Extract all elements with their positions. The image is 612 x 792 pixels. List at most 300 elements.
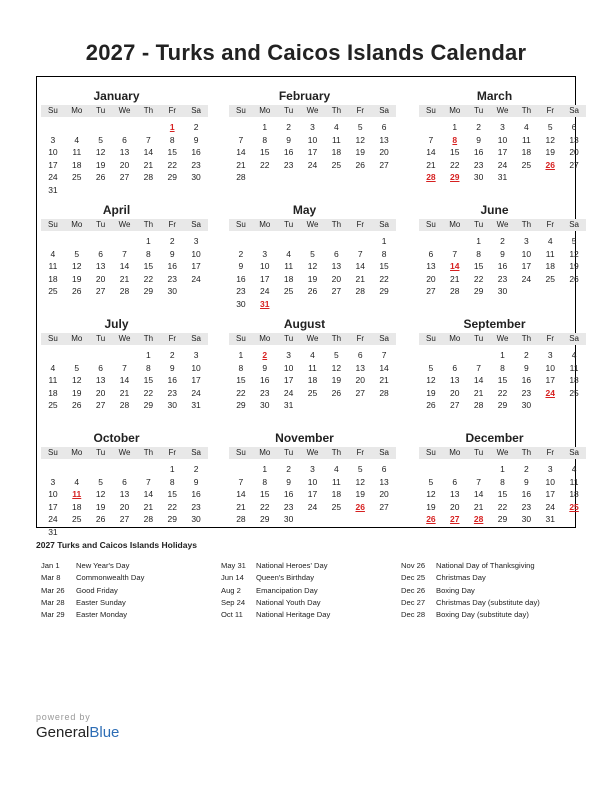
- holiday-row: [216, 609, 396, 621]
- day-cell: 7: [381, 350, 387, 360]
- month-december: [419, 425, 586, 538]
- day-cell: 27: [95, 286, 106, 296]
- day-cell: 4: [286, 248, 291, 259]
- day-cell: 5: [98, 134, 103, 145]
- day-cell: 20: [450, 387, 460, 398]
- day-cell: 19: [569, 261, 579, 271]
- day-cell: 30: [283, 514, 294, 524]
- day-cell: 23: [497, 273, 508, 284]
- month-may: [229, 197, 396, 310]
- weekday-label: Sa: [191, 106, 201, 115]
- day-cell: 16: [191, 147, 201, 157]
- day-cell: 28: [119, 400, 130, 410]
- day-cell: 23: [473, 159, 484, 170]
- holiday-name: Good Friday: [76, 585, 118, 595]
- day-cell: 21: [143, 501, 154, 512]
- day-cell: 14: [355, 261, 365, 271]
- weekday-label: Su: [48, 220, 58, 229]
- day-cell: 12: [426, 375, 436, 385]
- day-cell: 8: [381, 248, 387, 259]
- weekday-label: Mo: [449, 448, 461, 457]
- day-cell: 1: [452, 122, 458, 132]
- holiday-date: Nov 26: [401, 561, 426, 570]
- weekday-label: Su: [236, 106, 246, 115]
- day-cell: 23: [521, 387, 532, 398]
- month-name: December: [465, 431, 524, 445]
- weekday-label: We: [306, 220, 319, 229]
- day-cell: 2: [523, 350, 529, 360]
- day-cell: 10: [191, 362, 201, 373]
- day-cell: 17: [307, 147, 318, 157]
- day-cell: 16: [167, 261, 177, 271]
- day-cell: 1: [262, 464, 268, 474]
- day-cell: 17: [283, 375, 294, 385]
- weekday-label: We: [496, 106, 509, 115]
- day-cell: 21: [379, 375, 389, 385]
- empty-cell: [277, 235, 301, 248]
- day-cell: 14: [143, 147, 154, 157]
- day-cell: 30: [167, 286, 177, 296]
- day-cell: 4: [74, 476, 80, 487]
- holiday-name: Easter Sunday: [76, 597, 126, 607]
- day-cell: 28: [143, 172, 154, 182]
- weekday-label: Fr: [356, 220, 364, 229]
- day-cell: 1: [476, 236, 481, 246]
- day-cell: 31: [545, 514, 555, 524]
- weekday-label: We: [118, 106, 131, 115]
- holiday-date: Jun 14: [221, 573, 244, 583]
- holiday-name: Christmas Day (substitute day): [436, 597, 540, 607]
- day-cell: 3: [547, 464, 553, 474]
- day-cell: 18: [72, 159, 82, 170]
- weekday-label: We: [118, 334, 131, 343]
- holiday-date: Dec 25: [401, 573, 426, 583]
- holiday-name: New Year's Day: [76, 561, 130, 570]
- day-cell: 28: [236, 514, 246, 524]
- day-cell: 11: [48, 375, 58, 385]
- day-cell: 10: [48, 489, 58, 499]
- day-cell: 30: [191, 514, 201, 524]
- day-cell: 9: [193, 476, 199, 487]
- day-cell: 19: [545, 147, 555, 157]
- day-grid: [419, 349, 586, 412]
- day-cell: 3: [310, 122, 315, 132]
- day-cell: 23: [283, 159, 294, 170]
- holiday-date: Jan 1: [41, 561, 60, 570]
- day-cell: 3: [523, 236, 529, 246]
- weekday-header: [41, 219, 208, 231]
- month-july: [41, 311, 208, 424]
- day-cell: 13: [426, 261, 436, 271]
- day-cell: 20: [119, 159, 130, 170]
- month-name: February: [278, 89, 331, 103]
- day-cell: 25: [48, 400, 58, 410]
- day-cell: 29: [450, 172, 460, 182]
- weekday-header: [229, 333, 396, 345]
- day-cell: 4: [333, 464, 339, 474]
- holiday-name: Boxing Day: [436, 585, 475, 595]
- weekday-label: Mo: [71, 106, 83, 115]
- day-cell: 9: [169, 248, 175, 259]
- day-cell: 29: [379, 286, 389, 296]
- day-cell: 1: [238, 350, 244, 360]
- day-cell: 17: [191, 261, 201, 271]
- day-cell: 10: [497, 134, 508, 145]
- day-cell: 4: [50, 362, 56, 373]
- day-cell: 26: [569, 273, 579, 284]
- day-cell: 3: [50, 134, 56, 145]
- day-cell: 5: [74, 362, 80, 373]
- weekday-label: Mo: [449, 334, 461, 343]
- day-cell: 6: [122, 134, 127, 145]
- day-cell: 13: [331, 261, 342, 271]
- weekday-label: Tu: [284, 106, 294, 115]
- day-cell: 19: [355, 489, 365, 499]
- weekday-label: Mo: [259, 334, 271, 343]
- holiday-date: Dec 27: [401, 597, 426, 607]
- weekday-header: [419, 447, 586, 459]
- day-cell: 27: [355, 387, 365, 398]
- weekday-label: We: [118, 220, 131, 229]
- weekday-label: We: [118, 448, 131, 457]
- holiday-date: Mar 8: [41, 573, 61, 583]
- holiday-row: [36, 597, 216, 609]
- weekday-label: Fr: [546, 106, 554, 115]
- day-cell: 9: [523, 362, 529, 373]
- day-cell: 9: [193, 134, 199, 145]
- empty-cell: [65, 121, 89, 134]
- day-cell: 7: [357, 248, 363, 259]
- day-cell: 10: [307, 134, 318, 145]
- holiday-date: Mar 29: [41, 610, 65, 620]
- day-cell: 10: [307, 476, 318, 487]
- day-cell: 6: [98, 248, 103, 259]
- weekday-label: Mo: [259, 220, 271, 229]
- day-cell: 22: [450, 159, 460, 170]
- powered-by: powered by: [36, 712, 91, 722]
- day-cell: 6: [381, 122, 387, 132]
- weekday-label: Sa: [379, 220, 389, 229]
- day-cell: 20: [569, 147, 579, 157]
- day-cell: 8: [145, 248, 151, 259]
- day-cell: 2: [262, 350, 268, 360]
- day-cell: 20: [450, 501, 460, 512]
- weekday-header: [419, 105, 586, 117]
- day-cell: 19: [426, 501, 436, 512]
- day-cell: 9: [523, 476, 529, 487]
- empty-cell: [136, 463, 160, 476]
- day-cell: 25: [521, 159, 532, 170]
- day-cell: 20: [95, 273, 106, 284]
- empty-cell: [113, 349, 137, 362]
- day-cell: 28: [379, 387, 389, 398]
- month-october: [41, 425, 208, 538]
- day-cell: 2: [286, 122, 291, 132]
- day-cell: 28: [450, 286, 460, 296]
- day-cell: 3: [547, 350, 553, 360]
- weekday-label: Th: [143, 334, 154, 343]
- day-cell: 5: [310, 248, 315, 259]
- day-cell: 1: [169, 122, 175, 132]
- day-cell: 12: [307, 261, 318, 271]
- empty-cell: [41, 121, 65, 134]
- day-cell: 4: [571, 350, 577, 360]
- day-cell: 9: [262, 362, 268, 373]
- day-cell: 9: [476, 134, 481, 145]
- month-name: September: [463, 317, 526, 331]
- day-cell: 11: [569, 476, 579, 487]
- day-cell: 27: [450, 400, 460, 410]
- day-cell: 22: [497, 501, 508, 512]
- month-april: [41, 197, 208, 310]
- day-cell: 16: [260, 375, 270, 385]
- weekday-label: Fr: [168, 220, 176, 229]
- day-cell: 9: [169, 362, 175, 373]
- day-cell: 17: [48, 159, 58, 170]
- day-cell: 31: [283, 400, 294, 410]
- day-cell: 31: [260, 298, 270, 309]
- day-cell: 9: [500, 248, 505, 259]
- day-cell: 10: [283, 362, 294, 373]
- day-cell: 13: [379, 476, 389, 487]
- day-cell: 13: [119, 489, 130, 499]
- day-cell: 25: [569, 387, 579, 398]
- month-name: March: [476, 89, 513, 103]
- day-cell: 14: [473, 489, 484, 499]
- day-cell: 9: [286, 476, 291, 487]
- day-cell: 11: [284, 261, 294, 271]
- empty-cell: [41, 463, 65, 476]
- day-cell: 2: [193, 122, 199, 132]
- day-cell: 27: [331, 286, 342, 296]
- weekday-label: Tu: [96, 220, 106, 229]
- day-cell: 20: [355, 375, 365, 385]
- day-cell: 25: [48, 286, 58, 296]
- day-cell: 29: [236, 400, 246, 410]
- day-cell: 9: [286, 134, 291, 145]
- day-cell: 28: [119, 286, 130, 296]
- day-cell: 7: [476, 362, 481, 373]
- weekday-label: Sa: [379, 448, 389, 457]
- day-cell: 15: [167, 489, 177, 499]
- day-cell: 24: [48, 514, 58, 524]
- day-cell: 26: [307, 286, 318, 296]
- empty-cell: [253, 235, 277, 248]
- day-cell: 10: [260, 261, 270, 271]
- holiday-name: National Heroes' Day: [256, 561, 328, 570]
- day-cell: 25: [331, 159, 342, 170]
- empty-cell: [136, 121, 160, 134]
- day-cell: 11: [545, 248, 555, 259]
- day-cell: 29: [473, 286, 484, 296]
- empty-cell: [443, 463, 467, 476]
- day-cell: 4: [571, 464, 577, 474]
- empty-cell: [419, 349, 443, 362]
- day-cell: 27: [450, 514, 460, 524]
- empty-cell: [229, 121, 253, 134]
- day-grid: [229, 235, 396, 310]
- day-cell: 19: [331, 375, 342, 385]
- day-grid: [229, 349, 396, 412]
- day-cell: 29: [260, 514, 270, 524]
- day-cell: 25: [283, 286, 294, 296]
- day-cell: 5: [571, 236, 577, 246]
- empty-cell: [301, 235, 325, 248]
- empty-cell: [89, 463, 113, 476]
- empty-cell: [443, 235, 467, 248]
- day-cell: 16: [521, 375, 532, 385]
- weekday-label: Th: [331, 334, 342, 343]
- day-cell: 16: [473, 147, 484, 157]
- day-cell: 14: [236, 489, 246, 499]
- month-september: [419, 311, 586, 424]
- day-cell: 11: [331, 134, 341, 145]
- day-cell: 21: [119, 273, 130, 284]
- weekday-label: Tu: [284, 220, 294, 229]
- day-cell: 25: [307, 387, 318, 398]
- day-cell: 12: [95, 489, 106, 499]
- day-cell: 24: [545, 501, 555, 512]
- day-grid: [41, 121, 208, 196]
- day-cell: 13: [450, 375, 460, 385]
- day-cell: 8: [500, 476, 505, 487]
- weekday-label: Th: [331, 220, 342, 229]
- day-cell: 15: [260, 489, 270, 499]
- day-cell: 30: [521, 400, 532, 410]
- empty-cell: [419, 121, 443, 134]
- holiday-date: Oct 11: [221, 610, 243, 620]
- weekday-label: Sa: [569, 448, 579, 457]
- day-cell: 22: [143, 387, 154, 398]
- day-cell: 20: [95, 387, 106, 398]
- holiday-name: Boxing Day (substitute day): [436, 610, 529, 620]
- day-cell: 8: [169, 476, 175, 487]
- day-cell: 15: [450, 147, 460, 157]
- weekday-label: Tu: [474, 106, 484, 115]
- day-cell: 26: [331, 387, 342, 398]
- day-cell: 16: [191, 489, 201, 499]
- day-cell: 4: [50, 248, 56, 259]
- day-grid: [41, 349, 208, 412]
- day-cell: 3: [310, 464, 315, 474]
- day-cell: 11: [72, 489, 82, 499]
- day-cell: 29: [167, 514, 177, 524]
- day-cell: 16: [497, 261, 508, 271]
- holiday-row: [396, 585, 576, 597]
- day-cell: 22: [260, 159, 270, 170]
- day-cell: 20: [379, 147, 389, 157]
- day-cell: 9: [238, 261, 244, 271]
- day-cell: 2: [169, 236, 175, 246]
- day-cell: 19: [95, 159, 106, 170]
- day-grid: [41, 235, 208, 298]
- day-cell: 15: [379, 261, 389, 271]
- weekday-label: Mo: [71, 334, 83, 343]
- day-cell: 28: [236, 172, 246, 182]
- holiday-row: [396, 560, 576, 572]
- weekday-label: Su: [236, 448, 246, 457]
- day-cell: 18: [48, 387, 58, 398]
- weekday-label: Sa: [191, 448, 201, 457]
- day-cell: 6: [571, 122, 577, 132]
- day-cell: 21: [143, 159, 154, 170]
- weekday-label: Mo: [449, 220, 461, 229]
- holiday-row: [36, 560, 216, 572]
- weekday-label: Fr: [168, 106, 176, 115]
- day-cell: 22: [236, 387, 246, 398]
- month-january: [41, 83, 208, 196]
- day-cell: 14: [143, 489, 154, 499]
- weekday-label: Su: [236, 220, 246, 229]
- weekday-label: Fr: [546, 448, 554, 457]
- empty-cell: [324, 235, 348, 248]
- day-cell: 22: [379, 273, 389, 284]
- day-cell: 25: [72, 172, 82, 182]
- month-name: October: [93, 431, 140, 445]
- day-cell: 14: [119, 375, 130, 385]
- day-cell: 7: [428, 134, 434, 145]
- day-cell: 5: [547, 122, 553, 132]
- month-name: May: [292, 203, 317, 217]
- day-cell: 29: [143, 286, 154, 296]
- day-cell: 26: [355, 501, 365, 512]
- day-cell: 22: [497, 387, 508, 398]
- day-cell: 21: [450, 273, 460, 284]
- weekday-label: Fr: [356, 448, 364, 457]
- holiday-row: [216, 585, 396, 597]
- weekday-label: Su: [426, 448, 436, 457]
- day-cell: 14: [426, 147, 436, 157]
- day-cell: 2: [500, 236, 505, 246]
- day-cell: 11: [48, 261, 58, 271]
- day-cell: 6: [452, 476, 458, 487]
- day-cell: 26: [95, 514, 106, 524]
- day-cell: 27: [119, 172, 130, 182]
- day-cell: 6: [98, 362, 103, 373]
- day-cell: 28: [355, 286, 365, 296]
- day-cell: 17: [545, 375, 555, 385]
- weekday-label: Tu: [474, 334, 484, 343]
- day-cell: 16: [167, 375, 177, 385]
- weekday-label: We: [306, 334, 319, 343]
- day-cell: 5: [74, 248, 80, 259]
- day-cell: 1: [145, 236, 151, 246]
- day-cell: 31: [48, 526, 58, 537]
- day-cell: 1: [500, 464, 505, 474]
- day-cell: 23: [191, 501, 201, 512]
- day-cell: 28: [426, 172, 436, 182]
- holiday-column: [36, 560, 216, 621]
- empty-cell: [65, 463, 89, 476]
- weekday-header: [41, 105, 208, 117]
- day-cell: 5: [357, 464, 363, 474]
- day-cell: 13: [95, 375, 106, 385]
- empty-cell: [467, 349, 491, 362]
- weekday-label: We: [496, 334, 509, 343]
- day-cell: 30: [473, 172, 484, 182]
- day-cell: 12: [72, 261, 82, 271]
- month-name: April: [102, 203, 131, 217]
- day-cell: 19: [426, 387, 436, 398]
- weekday-label: Fr: [546, 334, 554, 343]
- day-cell: 26: [545, 159, 555, 170]
- day-cell: 2: [523, 464, 529, 474]
- day-cell: 7: [145, 134, 151, 145]
- day-cell: 12: [569, 248, 579, 259]
- holiday-row: [36, 572, 216, 584]
- day-cell: 13: [569, 134, 579, 145]
- day-cell: 10: [48, 147, 58, 157]
